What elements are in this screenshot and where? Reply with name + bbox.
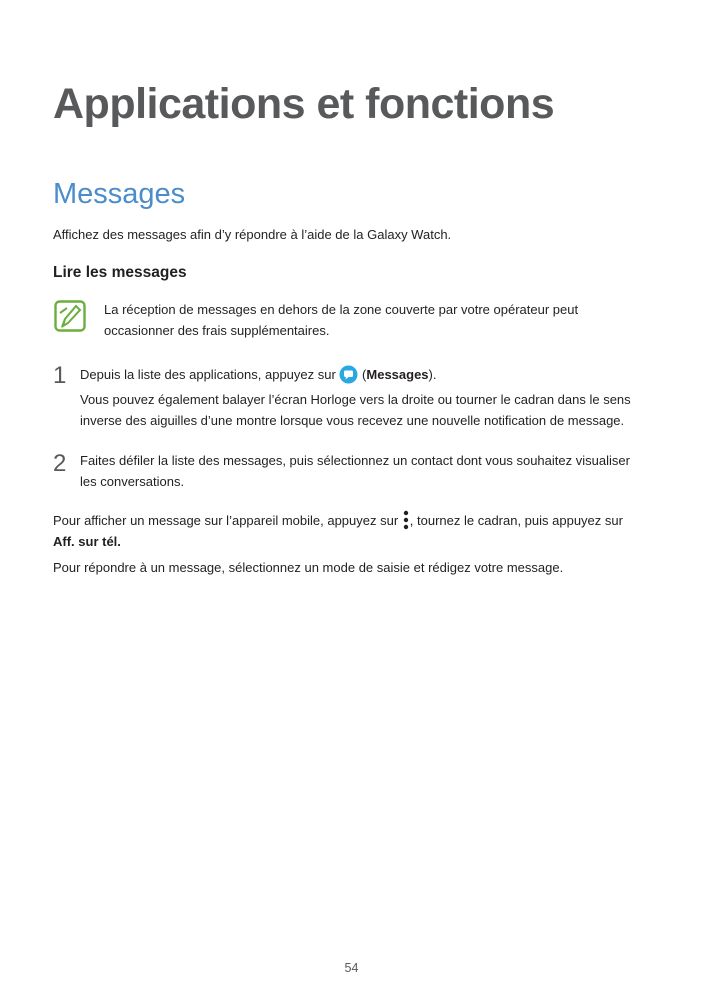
paragraph-reply: Pour répondre à un message, sélectionnez un mode de saisie et rédigez votre message. xyxy=(53,560,564,575)
step-text-end: ). xyxy=(428,367,437,382)
step-instruction: Faites défiler la liste des messages, puis sélectionnez un contact dont vous souhaitez visualiser les conversations. xyxy=(80,453,630,489)
step-detail: Vous pouvez également balayer l’écran Horloge vers la droite ou tourner le cadran dans le sens inverse des aiguilles d’une montre lorsque vous recevez une nouvelle notification de message. xyxy=(80,392,631,428)
paragraph-text: Pour afficher un message sur l’appareil mobile, appuyez sur xyxy=(53,513,402,528)
messages-app-icon xyxy=(339,365,358,384)
paragraph-bold-option: Aff. sur tél. xyxy=(53,534,121,549)
note-pencil-icon xyxy=(54,300,86,332)
note-text: La réception de messages en dehors de la zone couverte par votre opérateur peut occasionner des frais supplémentaires. xyxy=(104,302,579,338)
section-intro: Affichez des messages afin d’y répondre à l’aide de la Galaxy Watch. xyxy=(53,227,452,242)
subsection-title: Lire les messages xyxy=(53,264,187,281)
step-instruction xyxy=(80,364,650,385)
chapter-title: Applications et fonctions xyxy=(53,80,555,128)
step-text: Depuis la liste des applications, appuyez sur xyxy=(80,367,340,382)
step-bold-app-name: Messages xyxy=(366,367,429,382)
paragraph-view-on-phone xyxy=(53,510,653,552)
step-number: 1 xyxy=(53,362,67,389)
step-text-paren: ( xyxy=(358,367,367,382)
page-number: 54 xyxy=(344,961,359,975)
paragraph-text: , tournez le cadran, puis appuyez sur xyxy=(409,513,623,528)
section-title: Messages xyxy=(53,178,186,210)
more-options-icon xyxy=(402,510,410,530)
step-number: 2 xyxy=(53,450,67,477)
